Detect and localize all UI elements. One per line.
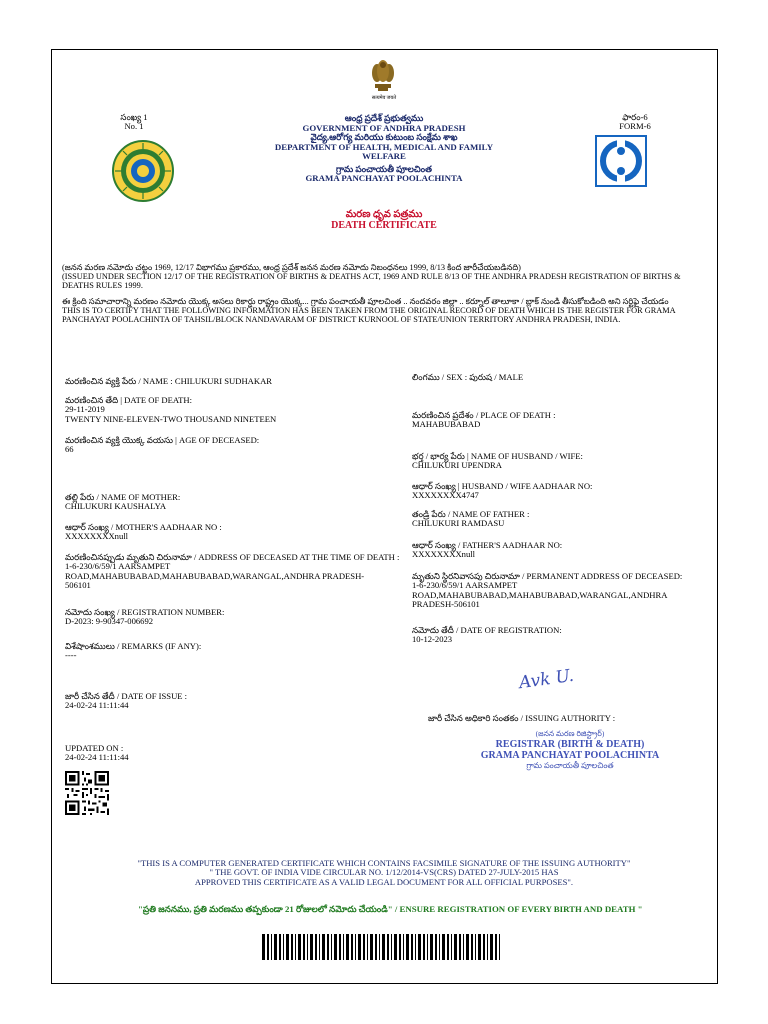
spouse-name-field: [412, 452, 702, 471]
ap-state-seal-icon: [112, 140, 174, 202]
remarks-label: విశేషాంశములు / REMARKS (IF ANY):: [65, 641, 202, 651]
barcode-bar: [274, 934, 277, 960]
permanent-address-value: 1-6-230/6/59/1 AARSAMPET ROAD,MAHABUBABAD,MAHABUBABAD,WARANGAL,ANDHRA PRADESH-506101: [412, 580, 667, 609]
barcode-bar: [471, 934, 473, 960]
certify-section: [62, 298, 708, 325]
act-en: (ISSUED UNDER SECTION 12/17 OF THE REGISTRATION OF BIRTHS & DEATHS ACT, 1969 AND RULE 8/13 OF THE ANDHRA PRADESH REGISTRATION OF BIRTHS & DEATHS RULES 1999.: [62, 271, 681, 290]
updated-on-value: 24-02-24 11:11:44: [65, 752, 129, 763]
barcode-bar: [454, 934, 457, 960]
barcode-bar: [303, 934, 305, 960]
date-of-death-words: TWENTY NINE-ELEVEN-TWO THOUSAND NINETEEN: [65, 413, 277, 424]
barcode-bar: [298, 934, 301, 960]
permanent-address-field: [412, 572, 702, 609]
address-field: [65, 553, 410, 590]
barcode-bar: [490, 934, 493, 960]
barcode-bar: [262, 934, 265, 960]
barcode-bar: [295, 934, 296, 960]
father-aadhaar-label: ఆధార్ సంఖ్య / FATHER'S AADHAAR NO:: [412, 540, 563, 550]
footer-note-2: " THE GOVT. OF INDIA VIDE CIRCULAR NO. 1/12/2014-VS(CRS) DATED 27-JULY-2015 HAS: [209, 867, 559, 878]
date-of-issue-label: జారీ చేసిన తేదీ / DATE OF ISSUE :: [65, 691, 188, 701]
barcode-bar: [411, 934, 413, 960]
barcode-bar: [459, 934, 461, 960]
serial-te: సంఖ్య 1: [120, 112, 148, 122]
certify-en: THIS IS TO CERTIFY THAT THE FOLLOWING INFORMATION HAS BEEN TAKEN FROM THE ORIGINAL RECORD OF DEATH WHICH IS THE REGISTER FOR GRAMA PANCHAYAT POOLACHINTA OF TAHSIL/BLOCK NANDAVARAM OF DISTRICT KURNOOL OF STATE/UNION TERRITORY ANDHRA PRADESH, INDIA.: [62, 305, 676, 324]
title-block: [300, 210, 468, 232]
form-number: [610, 113, 660, 132]
registration-date-label: నమోదు తేదీ / DATE OF REGISTRATION:: [412, 625, 562, 635]
spouse-name-value: CHILUKURI UPENDRA: [412, 460, 502, 471]
barcode-bar: [307, 934, 308, 960]
mother-name-label: తల్లి పేరు / NAME OF MOTHER:: [65, 492, 181, 502]
barcode-bar: [327, 934, 329, 960]
barcode-bar: [319, 934, 320, 960]
barcode-bar: [339, 934, 341, 960]
date-of-death-label: మరణించిన తేది | DATE OF DEATH:: [65, 395, 192, 405]
date-of-death-field: [65, 396, 400, 424]
father-name-value: CHILUKURI RAMDASU: [412, 518, 505, 529]
barcode-bar: [447, 934, 449, 960]
registrar-stamp: [450, 730, 690, 770]
father-name-field: [412, 510, 702, 529]
signature: Avk U.: [517, 665, 576, 694]
barcode-bar: [451, 934, 452, 960]
footer-notes: [100, 859, 668, 887]
place-of-death-field: [412, 411, 702, 430]
age-field: [65, 436, 400, 455]
barcode-bar: [358, 934, 361, 960]
barcode-bar: [475, 934, 476, 960]
updated-on-field: [65, 744, 265, 763]
permanent-address-label: మృతుని స్థిరనివాసపు చిరునామా / PERMANENT ADDRESS OF DECEASED:: [412, 571, 683, 581]
title-en: DEATH CERTIFICATE: [331, 219, 437, 231]
barcode-bar: [499, 934, 500, 960]
barcode-bar: [375, 934, 377, 960]
father-name-label: తండ్రి పేరు / NAME OF FATHER :: [412, 509, 530, 519]
registration-number-value: D-2023: 9-90347-006692: [65, 616, 154, 627]
date-of-death-value: 29-11-2019: [65, 404, 105, 415]
state-te: ఆంధ్ర ప్రదేశ్ ప్రభుత్వము: [344, 113, 424, 123]
address-value: 1-6-230/6/59/1 AARSAMPET ROAD,MAHABUBABAD,MAHABUBABAD,WARANGAL,ANDHRA PRADESH-506101: [65, 561, 365, 590]
barcode-bar: [310, 934, 313, 960]
form-logo-icon: [595, 135, 647, 187]
certify-te: ఈ క్రింది సమాచారాన్ని మరణం నమోదు యొక్క అసలు రికార్డు రాష్ట్రం యొక్క... గ్రామ పంచాయతీ పూలచింత .. నందవరం జిల్లా .. కర్నూల్ తాలూకా / బ్లాక్ నుండి తీసుకోబడింది అని సర్టిఫై చేయడం: [62, 297, 669, 306]
barcode-bar: [291, 934, 293, 960]
barcode-bar: [427, 934, 428, 960]
barcode-bar: [418, 934, 421, 960]
barcode-bar: [466, 934, 469, 960]
mother-aadhaar-field: [65, 523, 400, 542]
age-value: 66: [65, 444, 74, 455]
dept-en-1: DEPARTMENT OF HEALTH, MEDICAL AND FAMILY: [274, 141, 494, 152]
barcode-bar: [391, 934, 392, 960]
serial-en: No. 1: [124, 121, 144, 132]
stamp-line-4: గ్రామ పంచాయతీ పూలచింత: [526, 760, 614, 770]
mother-name-value: CHILUKURI KAUSHALYA: [65, 501, 167, 512]
stamp-line-2: REGISTRAR (BIRTH & DEATH): [495, 739, 645, 751]
barcode-bar: [399, 934, 401, 960]
title-te: మరణ ధృవ పత్రము: [345, 209, 423, 220]
barcode-bar: [487, 934, 488, 960]
barcode-bar: [435, 934, 437, 960]
sex-field: లింగము / SEX : పురుష / MALE: [412, 372, 524, 382]
registration-date-field: [412, 626, 702, 645]
updated-on-label: UPDATED ON :: [65, 743, 124, 753]
barcode-bar: [343, 934, 344, 960]
gp-te: గ్రామ పంచాయతీ పూలచింత: [336, 163, 432, 174]
father-aadhaar-value: XXXXXXXXnull: [412, 549, 476, 560]
barcode-bar: [415, 934, 416, 960]
barcode-bar: [463, 934, 464, 960]
barcode-bar: [271, 934, 272, 960]
barcode-bar: [483, 934, 485, 960]
barcode-bar: [267, 934, 269, 960]
barcode-icon: [262, 934, 504, 960]
barcode-bar: [406, 934, 409, 960]
form-en: FORM-6: [619, 121, 651, 132]
footer-note-1: "THIS IS A COMPUTER GENERATED CERTIFICATE WHICH CONTAINS FACSIMILE SIGNATURE OF THE ISSUING AUTHORITY": [137, 858, 631, 868]
barcode-bar: [351, 934, 353, 960]
barcode-bar: [423, 934, 425, 960]
barcode-bar: [355, 934, 356, 960]
mother-aadhaar-label: ఆధార్ సంఖ్య / MOTHER'S AADHAAR NO :: [65, 522, 222, 532]
national-emblem-icon: [369, 58, 397, 94]
state-en: GOVERNMENT OF ANDHRA PRADESH: [302, 122, 466, 133]
remarks-field: [65, 642, 400, 661]
act-section: [62, 264, 708, 291]
stamp-line-1: (జనన మరణ రిజిస్ట్రార్): [535, 729, 605, 738]
address-label: మరణించినప్పుడు మృతుని చిరునామా / ADDRESS OF DECEASED AT THE TIME OF DEATH :: [65, 552, 400, 562]
barcode-bar: [403, 934, 404, 960]
barcode-bar: [439, 934, 440, 960]
spouse-aadhaar-label: ఆధార్ సంఖ్య | HUSBAND / WIFE AADHAAR NO:: [412, 481, 593, 491]
issuing-authority-label: జారీ చేసిన అధికారి సంతకం / ISSUING AUTHORITY :: [428, 713, 616, 723]
barcode-bar: [370, 934, 373, 960]
barcode-bar: [283, 934, 284, 960]
date-of-issue-value: 24-02-24 11:11:44: [65, 700, 129, 711]
serial-number: [114, 113, 154, 132]
barcode-bar: [279, 934, 281, 960]
barcode-bar: [363, 934, 365, 960]
barcode-bar: [387, 934, 389, 960]
qr-code-icon[interactable]: [65, 771, 109, 815]
footer-note-3: APPROVED THIS CERTIFICATE AS A VALID LEGAL DOCUMENT FOR ALL OFFICIAL PURPOSES".: [194, 876, 574, 887]
barcode-bar: [367, 934, 368, 960]
barcode-bar: [495, 934, 497, 960]
barcode-bar: [331, 934, 332, 960]
barcode-bar: [442, 934, 445, 960]
place-of-death-value: MAHABUBABAD: [412, 419, 481, 430]
barcode-bar: [379, 934, 380, 960]
remarks-value: ----: [65, 650, 77, 661]
header-block: [250, 114, 518, 184]
barcode-bar: [286, 934, 289, 960]
father-aadhaar-field: [412, 541, 702, 560]
dept-en-2: WELFARE: [362, 151, 406, 161]
form-te: ఫారం-6: [622, 112, 648, 122]
barcode-bar: [322, 934, 325, 960]
barcode-bar: [346, 934, 349, 960]
act-te: (జనన మరణ నమోదు చట్టం 1969, 12/17 విభాగము ప్రకారము, ఆంధ్ర ప్రదేశ్ జనన మరణ నమోదు నిబంధనలు 1999, 8/13 కింద జారీచేయబడినది): [62, 263, 521, 272]
emblem-motto: सत्यमेव जयते: [371, 96, 397, 101]
barcode-bar: [430, 934, 433, 960]
gp-en: GRAMA PANCHAYAT POOLACHINTA: [305, 173, 463, 183]
age-label: మరణించిన వ్యక్తి యొక్క వయసు | AGE OF DECEASED:: [65, 435, 260, 445]
registration-date-value: 10-12-2023: [412, 634, 453, 645]
date-of-issue-field: [65, 692, 400, 711]
registration-number-field: [65, 608, 400, 627]
ensure-registration-note: "ప్రతి జననము, ప్రతి మరణము తప్పకుండా 21 రోజులలో నమోదు చేయండి" / ENSURE REGISTRATION OF EVERY BIRTH AND DEATH ": [138, 904, 643, 914]
spouse-aadhaar-field: [412, 482, 702, 501]
deceased-name: మరణించిన వ్యక్తి పేరు / NAME : CHILUKURI SUDHAKAR: [65, 376, 273, 386]
mother-aadhaar-value: XXXXXXXXnull: [65, 531, 129, 542]
barcode-bar: [334, 934, 337, 960]
barcode-bar: [394, 934, 397, 960]
stamp-line-3: GRAMA PANCHAYAT POOLACHINTA: [480, 749, 660, 761]
barcode-bar: [382, 934, 385, 960]
place-of-death-label: మరణించిన ప్రదేశం / PLACE OF DEATH :: [412, 410, 556, 420]
barcode-bar: [478, 934, 481, 960]
spouse-name-label: భర్త / భార్య పేరు | NAME OF HUSBAND / WIFE:: [412, 451, 583, 461]
spouse-aadhaar-value: XXXXXXXX4747: [412, 490, 479, 501]
mother-name-field: [65, 493, 400, 512]
dept-te: వైద్య,ఆరోగ్య మరియు కుటుంబ సంక్షేమ శాఖ: [310, 132, 458, 142]
barcode-bar: [315, 934, 317, 960]
registration-number-label: నమోదు సంఖ్య / REGISTRATION NUMBER:: [65, 607, 225, 617]
